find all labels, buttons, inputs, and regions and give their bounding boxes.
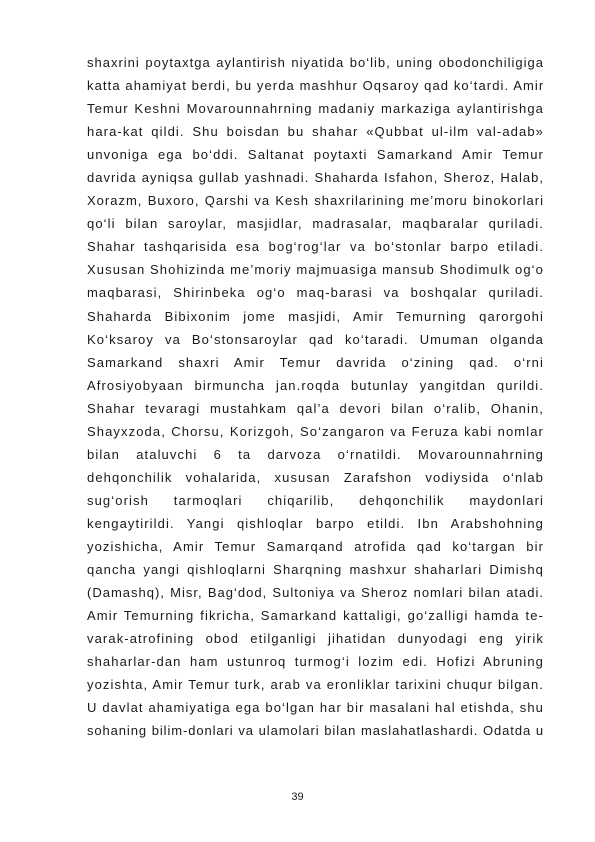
text-line: Xususan Shohizinda me’moriy majmuasiga mansub Shodimulk og‘o [87, 262, 544, 278]
page-number: 39 [291, 791, 304, 803]
text-line: sohaning bilim-donlari va ulamolari bilan maslahatlashardi. Odatda u [87, 723, 544, 739]
body-text [87, 51, 544, 742]
text-line: unvoniga ega bo‘ddi. Saltanat poytaxti Samarkand Amir Temur [87, 147, 544, 163]
text-line: kengaytirildi. Yangi qishloqlar barpo etildi. Ibn Arabshohning [87, 515, 544, 531]
text-line: (Damashq), Misr, Bag‘dod, Sultoniya va Sheroz nomlari bilan atadi. [87, 585, 544, 601]
text-line: Xorazm, Buxoro, Qarshi va Kesh shaxrilarining me’moru binokorlari [87, 193, 544, 209]
text-line: Samarkand shaxri Amir Temur davrida o‘zining qad. o‘rni [87, 354, 544, 370]
text-line: shaxrini poytaxtga aylantirish niyatida bo‘lib, uning obodonchiligiga [87, 55, 544, 70]
text-line: Shahar tevaragi mustahkam qal’a devori bilan o‘ralib, Ohanin, [87, 400, 544, 416]
text-line: davrida ayniqsa gullab yashnadi. Shaharda Isfahon, Sheroz, Halab, [87, 170, 544, 186]
text-line: yozishicha, Amir Temur Samarqand atrofida qad ko‘targan bir [87, 538, 544, 554]
text-line: Shaharda Bibixonim jome masjidi, Amir Temurning qarorgohi [87, 308, 544, 324]
text-line: Shayxzoda, Chorsu, Korizgoh, So‘zangaron va Feruza kabi nomlar [87, 423, 544, 439]
text-line: qancha yangi qishloqlarni Sharqning mashxur shaharlari Dimishq [87, 562, 544, 578]
text-line: Afrosiyobyaan birmuncha jan.roqda butunlay yangitdan qurildi. [87, 377, 544, 393]
text-line: varak-atrofining obod etilganligi jihatidan dunyodagi eng yirik [87, 631, 544, 647]
text-line: qo‘li bilan saroylar, masjidlar, madrasalar, maqbaralar quriladi. [87, 216, 544, 232]
text-line: Temur Keshni Movarounnahrning madaniy markaziga aylantirishga [87, 101, 544, 117]
text-line: bilan ataluvchi 6 ta darvoza o‘rnatildi. Movarounnahrning [87, 446, 544, 462]
text-line: dehqonchilik vohalarida, xususan Zarafshon vodiysida o‘nlab [87, 469, 544, 485]
text-line: yozishta, Amir Temur turk, arab va eronliklar tarixini chuqur bilgan. [87, 677, 544, 693]
text-line: Ko‘ksaroy va Bo‘stonsaroylar qad ko‘taradi. Umuman olganda [87, 331, 544, 347]
text-line: shaharlar-dan ham ustunroq turmog‘i lozim edi. Hofizi Abruning [87, 654, 544, 670]
text-line: katta ahamiyat berdi, bu yerda mashhur Oqsaroy qad ko‘tardi. Amir [87, 78, 544, 94]
text-line: U davlat ahamiyatiga ega bo‘lgan har bir masalani hal etishda, shu [87, 700, 544, 716]
text-line: hara-kat qildi. Shu boisdan bu shahar «Qubbat ul-ilm val-adab» [87, 124, 544, 140]
text-line: maqbarasi, Shirinbeka og‘o maq-barasi va boshqalar quriladi. [87, 285, 544, 301]
text-line: Amir Temurning fikricha, Samarkand kattaligi, go‘zalligi hamda te- [87, 608, 544, 624]
text-line: sug‘orish tarmoqlari chiqarilib, dehqonchilik maydonlari [87, 492, 544, 508]
text-line: Shahar tashqarisida esa bog‘rog‘lar va bo‘stonlar barpo etiladi. [87, 239, 544, 255]
